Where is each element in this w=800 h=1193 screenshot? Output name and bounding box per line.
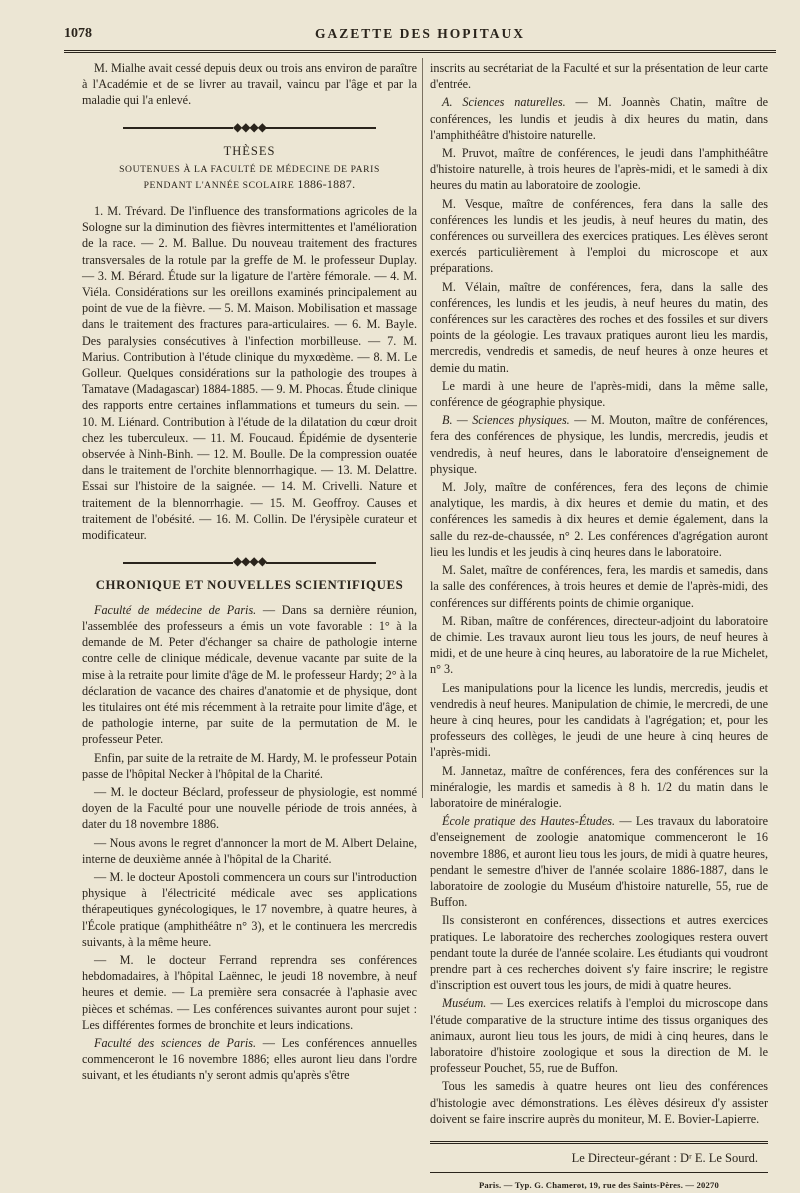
left-column <box>82 60 417 1086</box>
paragraph-beclard: — M. le docteur Béclard, professeur de physiologie, est nommé doyen de la Faculté pour une nouvelle période de trois années, à dater du 18 novembre 1886. <box>82 784 417 832</box>
theses-subtitle <box>82 163 417 193</box>
printer-line: Paris. — Typ. G. Chamerot, 19, rue des Saints-Pères. — 20270 <box>430 1172 768 1193</box>
ecole-pratique-text: — Les travaux du laboratoire d'enseignement de zoologie anatomique commenceront le 16 novembre 1886, et auront lieu tous les jours, de midi à quatre heures, pendant le semestre d'hiver de l'année scolaire 1886-1887, dans le laboratoire de zoologie du Muséum d'histoire naturelle, 55, rue de Buffon. <box>430 814 769 910</box>
paragraph-riban: M. Riban, maître de conférences, directeur-adjoint du laboratoire de chimie. Les travaux auront lieu tous les jours, de neuf heures à midi, et de une heure à cinq heures, au laboratoire de la rue Michelet, n° 3. <box>430 613 768 677</box>
paragraph-inscrits: inscrits au secrétariat de la Faculté et sur la présentation de leur carte d'entrée. <box>430 61 768 92</box>
ornament-divider: ◆◆◆◆ <box>82 119 417 135</box>
theses-subtitle-line1: SOUTENUES À LA FACULTÉ DE MÉDECINE DE PARIS <box>119 164 380 176</box>
right-column <box>430 60 768 1193</box>
paragraph-mardi: Le mardi à une heure de l'après-midi, dans la même salle, conférence de géographie physique. <box>430 378 768 410</box>
sciences-physiques-text: — M. Mouton, maître de conférences, fera des conférences de physique, les lundis, mercredis, jeudis et vendredis, à neuf heures, dans le laboratoire d'enseignement de physique. <box>430 413 768 476</box>
paragraph-vesque: M. Vesque, maître de conférences, fera dans la salle des conférences les lundis et les jeudis, à neuf heures du matin, des conférences ou surveillera des exercices pratiques. Les élèves seront exercés particulièrement à l'emploi du microscope et aux préparations. <box>430 196 768 276</box>
signature-rule <box>430 1141 768 1144</box>
header-rule <box>64 50 776 53</box>
paragraph-ils-consisteront: Ils consisteront en conférences, dissections et autres exercices pratiques. Le laboratoire des recherches zoologiques restera ouvert pendant toute la durée de l'année scolaire. Les étudiants qui voudront prendre part à ces recherches doivent s'y faire inscrire; le registre d'inscription est ouvert tous les jours, de midi à quatre heures. <box>430 913 768 993</box>
paragraph-apostoli: — M. le docteur Apostoli commencera un cours sur l'introduction physique à l'électricité médicale avec ses applications thérapeutiques gynécologiques, le 17 novembre, à quatre heures, à l'École pratique (amphithéâtre n° 3), et le continuera les mercredis suivants, à la même heure. <box>82 869 417 949</box>
faculte-medecine-label: Faculté de médecine de Paris. <box>94 602 257 617</box>
column-divider <box>422 58 423 798</box>
paragraph-velain: M. Vélain, maître de conférences, fera, dans la salle des conférences, les lundis et les jeudis, à neuf heures du matin, des conférences sur les caractères des roches et des fossiles et sur divers points de la géologie. Les travaux pratiques auront lieu les mardis, mercredis, vendredis et samedis, de neuf heures à onze heures et demie du matin. <box>430 279 768 375</box>
faculte-sciences-text: — Les conférences annuelles commenceront le 16 novembre 1886; elles auront lieu dans l'ordre suivant, et les étudiants n'y seront admis qu'après s'être <box>82 1035 417 1083</box>
theses-list: 1. M. Trévard. De l'influence des transformations agricoles de la Sologne sur la diminution des fièvres intermittentes et l'amélioration de la race. — 2. M. Ballue. Du nouveau traitement des fractures transversales de la rotule par la greffe de M. le professeur Duplay. — 3. M. Bérard. Étude sur la ligature de l'artère fémorale. — 4. M. Viéla. Considérations sur les oreillons examinés principalement au point de vue de la fièvre. — 5. M. Maison. Mobilisation et massage dans le traitement des fractures para-articulaires. — 6. M. Bayle. Des paralysies consécutives à l'infection morbilleuse. — 7. M. Marius. Contribution à l'étude clinique du myxœdème. — 8. M. Le Golleur. Quelques considérations sur la pathologie des troupes à Tamatave (Madagascar) 1884-1885. — 9. M. Phocas. Étude clinique des rapports entre certaines inflammations et tumeurs du sein. — 10. M. Liénard. Contribution à l'étude de la dilatation du cœur droit chez les tuberculeux. — 11. M. Foucaud. Épidémie de dysenterie observée à Ninh-Binh. — 12. M. Boulle. De la compression ouatée dans le traitement de l'orchite blennorrhagique. — 13. M. Delattre. Essai sur l'histoire de la saignée. — 14. M. Crivelli. Nature et traitement de la blennorrhagie. — 15. M. Geoffroy. Causes et traitement de l'obésité. — 16. M. Collin. De l'érysipèle curateur et modificateur. <box>82 204 417 543</box>
paragraph-manipulations: Les manipulations pour la licence les lundis, mercredis, jeudis et vendredis à neuf heures. Manipulation de chimie, le mercredi, de une heure à cinq heures, pour les candidats à l'agrégation; et, pour les professeurs des collèges, le jeudi de une heure à cinq heures de l'après-midi. <box>430 680 768 760</box>
museum-text: — Les exercices relatifs à l'emploi du microscope dans l'étude comparative de la structure intime des tissus organiques des animaux, auront lieu tous les jours, de midi à cinq heures, dans le laboratoire d'histoire zoologique et sous la direction de M. le professeur Pouchet, 55, rue de Buffon. <box>430 996 769 1076</box>
ornament-divider: ◆◆◆◆ <box>82 553 417 569</box>
page-number: 1078 <box>64 26 92 41</box>
theses-title: THÈSES <box>223 143 276 158</box>
paragraph-delaine: — Nous avons le regret d'annoncer la mort de M. Albert Delaine, interne de deuxième année à l'hôpital de la Charité. <box>82 835 417 866</box>
sciences-naturelles-text: — M. Joannès Chatin, maître de conférences, les lundis et jeudis à dix heures du matin, dans l'amphithéâtre d'histoire naturelle. <box>430 95 768 142</box>
paragraph-museum <box>430 995 768 1076</box>
theses-year: 1886-1887. <box>297 177 356 192</box>
paragraph-faculte-medecine <box>82 602 417 748</box>
sciences-physiques-label: B. — Sciences physiques. <box>442 413 570 428</box>
museum-label: Muséum. <box>442 996 487 1011</box>
paragraph-pruvot: M. Pruvot, maître de conférences, le jeudi dans l'amphithéâtre d'histoire naturelle, à trois heures de l'après-midi, et le samedi à dix heures du matin au laboratoire de zoologie. <box>430 146 768 193</box>
paragraph-ferrand: — M. le docteur Ferrand reprendra ses conférences hebdomadaires, à l'hôpital Laënnec, le jeudi 18 novembre, à neuf heures et demie. — La première sera consacrée à l'aphasie avec pièces et schémas. — Les conférences suivantes auront pour sujet : Les différentes formes de bronchite et leurs indications. <box>82 952 417 1032</box>
ecole-pratique-label: École pratique des Hautes-Études. <box>442 814 616 829</box>
sciences-naturelles-label: A. Sciences naturelles. <box>442 95 566 110</box>
paragraph-jannetaz: M. Jannetaz, maître de conférences, fera des conférences sur la minéralogie, les mardis et samedis à 8 h. 1/2 du matin dans le laboratoire de minéralogie. <box>430 763 768 810</box>
journal-title: GAZETTE DES HOPITAUX <box>314 26 526 41</box>
theses-subtitle-line2: PENDANT L'ANNÉE SCOLAIRE <box>143 180 295 192</box>
paragraph-enfin: Enfin, par suite de la retraite de M. Hardy, M. le professeur Potain passe de l'hôpital Necker à l'hôpital de la Charité. <box>82 750 417 781</box>
paragraph-joly: M. Joly, maître de conférences, fera des leçons de chimie analytique, les mardis, à dix heures et demie du matin, et des conférences les samedis à dix heures et demie également, dans la salle du rez-de-chaussée, n° 2. Les conférences d'agrégation auront lieu les lundis et les jeudis à cinq heures dans le laboratoire. <box>430 480 768 559</box>
paragraph-samedis: Tous les samedis à quatre heures ont lieu des conférences d'histologie avec démonstrations. Les élèves désireux d'y assister doivent se faire inscrire auprès du moniteur, M. E. Bovier-Lapierre. <box>430 1079 768 1126</box>
paragraph-salet: M. Salet, maître de conférences, fera, les mardis et samedis, dans la salle des conférences, à trois heures et demie de l'après-midi, des conférences sur différents points de chimie organique. <box>430 563 768 610</box>
paragraph-ecole-pratique <box>430 813 768 910</box>
faculte-medecine-text: — Dans sa dernière réunion, l'assemblée des professeurs a émis un vote favorable : 1° à la demande de M. Peter d'échanger sa chaire de pathologie interne contre celle de clinique médicale, devenue vacante par suite de la mise à la retraite pour limite d'âge de M. le professeur Hardy; 2° à la déclaration de vacance des chaires d'anatomie et de physique, dont les titulaires ont été mis récemment à la retraite pour limite d'âge, et de pathologie interne, par suite de la permutation de M. le professeur Peter. <box>82 602 417 747</box>
paragraph-mialhe: M. Mialhe avait cessé depuis deux ou trois ans environ de paraître à l'Académie et de se livrer au travail, vaincu par l'âge et par la maladie qui l'a enlevé. <box>82 61 417 108</box>
director-signature: Le Directeur-gérant : Dʳ E. Le Sourd. <box>571 1151 758 1165</box>
faculte-sciences-label: Faculté des sciences de Paris. <box>94 1035 257 1050</box>
page-header <box>64 24 776 46</box>
chronique-title: CHRONIQUE ET NOUVELLES SCIENTIFIQUES <box>95 578 404 593</box>
paragraph-faculte-sciences <box>82 1035 417 1084</box>
paragraph-sciences-naturelles <box>430 94 768 143</box>
paragraph-sciences-physiques <box>430 412 768 477</box>
